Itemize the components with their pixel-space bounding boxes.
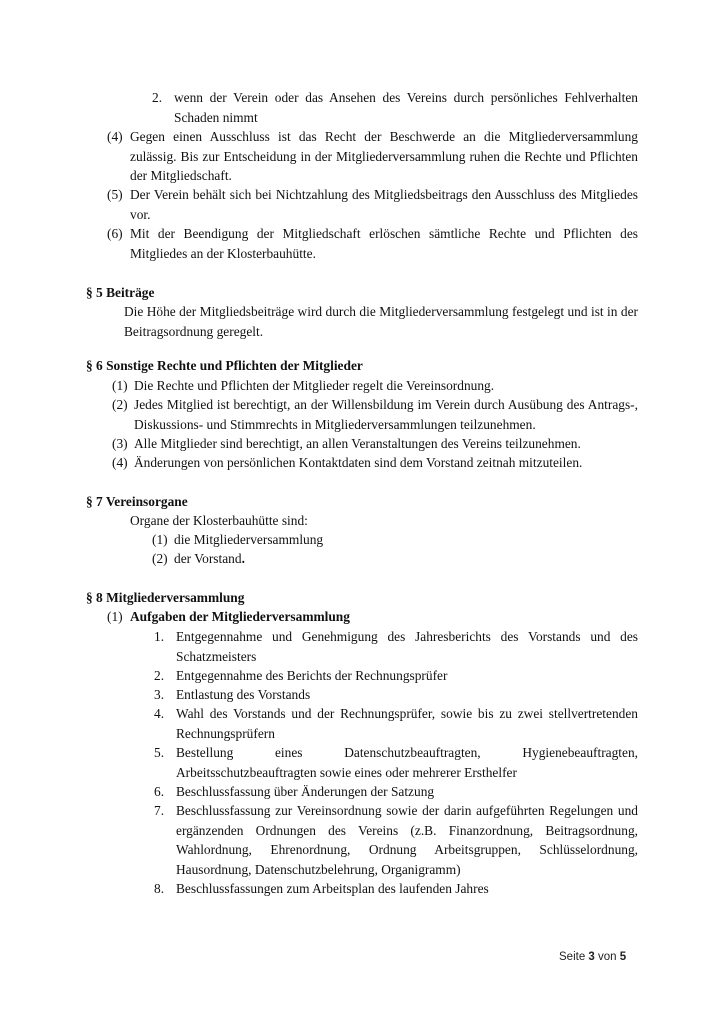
- footer-page-number: 3: [588, 951, 595, 963]
- item-number: 2.: [154, 668, 165, 683]
- item-text: Jedes Mitglied ist berechtigt, an der Willensbildung im Verein durch Ausübung des Antrags-, Diskussions- und Stimmrechts in Mitgliederversammlungen teilzunehmen.: [134, 397, 638, 432]
- item-number: 5.: [154, 745, 165, 760]
- item-text: die Mitgliederversammlung: [174, 532, 324, 547]
- item-text: Der Verein behält sich bei Nichtzahlung des Mitgliedsbeitrags den Ausschluss des Mitgliedes vor.: [130, 187, 638, 222]
- footer-total-pages: 5: [619, 951, 627, 963]
- item-text: Beschlussfassungen zum Arbeitsplan des laufenden Jahres: [176, 881, 489, 896]
- item-text: Die Rechte und Pflichten der Mitglieder regelt die Vereinsordnung.: [134, 378, 495, 393]
- section-heading-8: § 8 Mitgliederversammlung: [86, 590, 245, 605]
- section-5-text: Die Höhe der Mitgliedsbeiträge wird durch die Mitgliederversammlung festgelegt und ist in der Beitragsordnung geregelt.: [124, 304, 638, 339]
- item-number: (5): [107, 187, 123, 202]
- item-text: Entgegennahme des Berichts der Rechnungsprüfer: [176, 668, 448, 683]
- page-footer: [559, 948, 626, 968]
- item-number: 6.: [154, 784, 165, 799]
- item-text: Gegen einen Ausschluss ist das Recht der Beschwerde an die Mitgliederversammlung zulässig. Bis zur Entscheidung in der Mitgliederversammlung ruhen die Rechte und Pflichten der Mitgliedschaft.: [130, 129, 638, 183]
- item-number: 2.: [152, 90, 163, 105]
- section-heading-5: § 5 Beiträge: [86, 285, 155, 300]
- item-number: (6): [107, 226, 123, 241]
- item-number: (2): [112, 397, 128, 412]
- item-text: Mit der Beendigung der Mitgliedschaft erlöschen sämtliche Rechte und Pflichten des Mitgliedes an der Klosterbauhütte.: [130, 226, 638, 261]
- item-number: (2): [152, 551, 168, 566]
- item-text: Beschlussfassung zur Vereinsordnung sowie der darin aufgeführten Regelungen und ergänzenden Ordnungen des Vereins (z.B. Finanzordnung, Beitragsordnung, Wahlordnung, Ehrenordnung, Ordnung Arbeitsgruppen, Schlüsselordnung, Hausordnung, Datenschutzbelehrung, Organigramm): [176, 803, 638, 877]
- item-number: 4.: [154, 706, 165, 721]
- section-7-intro: Organe der Klosterbauhütte sind:: [130, 513, 308, 528]
- item-text: Entlastung des Vorstands: [176, 687, 311, 702]
- item-text-suffix: .: [241, 551, 245, 566]
- item-text: Bestellung eines Datenschutzbeauftragten, Hygienebeauftragten, Arbeitsschutzbeauftragten sowie eines oder mehrerer Ersthelfer: [176, 745, 638, 780]
- item-text: Änderungen von persönlichen Kontaktdaten sind dem Vorstand zeitnah mitzuteilen.: [134, 455, 583, 470]
- item-text: Entgegennahme und Genehmigung des Jahresberichts des Vorstands und des Schatzmeisters: [176, 629, 638, 664]
- item-number: (1): [152, 532, 168, 547]
- section-heading-6: § 6 Sonstige Rechte und Pflichten der Mitglieder: [86, 358, 363, 373]
- item-text: Wahl des Vorstands und der Rechnungsprüfer, sowie bis zu zwei stellvertretenden Rechnungsprüfern: [176, 706, 638, 741]
- item-number: (1): [112, 378, 128, 393]
- section-heading-7: § 7 Vereinsorgane: [86, 494, 188, 509]
- footer-prefix: Seite: [559, 951, 586, 963]
- item-number: (4): [107, 129, 123, 144]
- item-number: 8.: [154, 881, 165, 896]
- item-text: Beschlussfassung über Änderungen der Satzung: [176, 784, 435, 799]
- item-number: 3.: [154, 687, 165, 702]
- footer-middle: von: [598, 951, 617, 963]
- item-number: (4): [112, 455, 128, 470]
- item-text: Alle Mitglieder sind berechtigt, an allen Veranstaltungen des Vereins teilzunehmen.: [134, 436, 581, 451]
- subsection-title: Aufgaben der Mitgliederversammlung: [130, 609, 350, 624]
- item-text: [174, 549, 574, 569]
- item-number: (3): [112, 436, 128, 451]
- item-number: 7.: [154, 803, 165, 818]
- item-number: 1.: [154, 629, 165, 644]
- item-text-main: der Vorstand: [174, 551, 242, 566]
- subsection-number: (1): [107, 609, 123, 624]
- item-text: wenn der Verein oder das Ansehen des Vereins durch persönliches Fehlverhalten Schaden nimmt: [174, 90, 638, 125]
